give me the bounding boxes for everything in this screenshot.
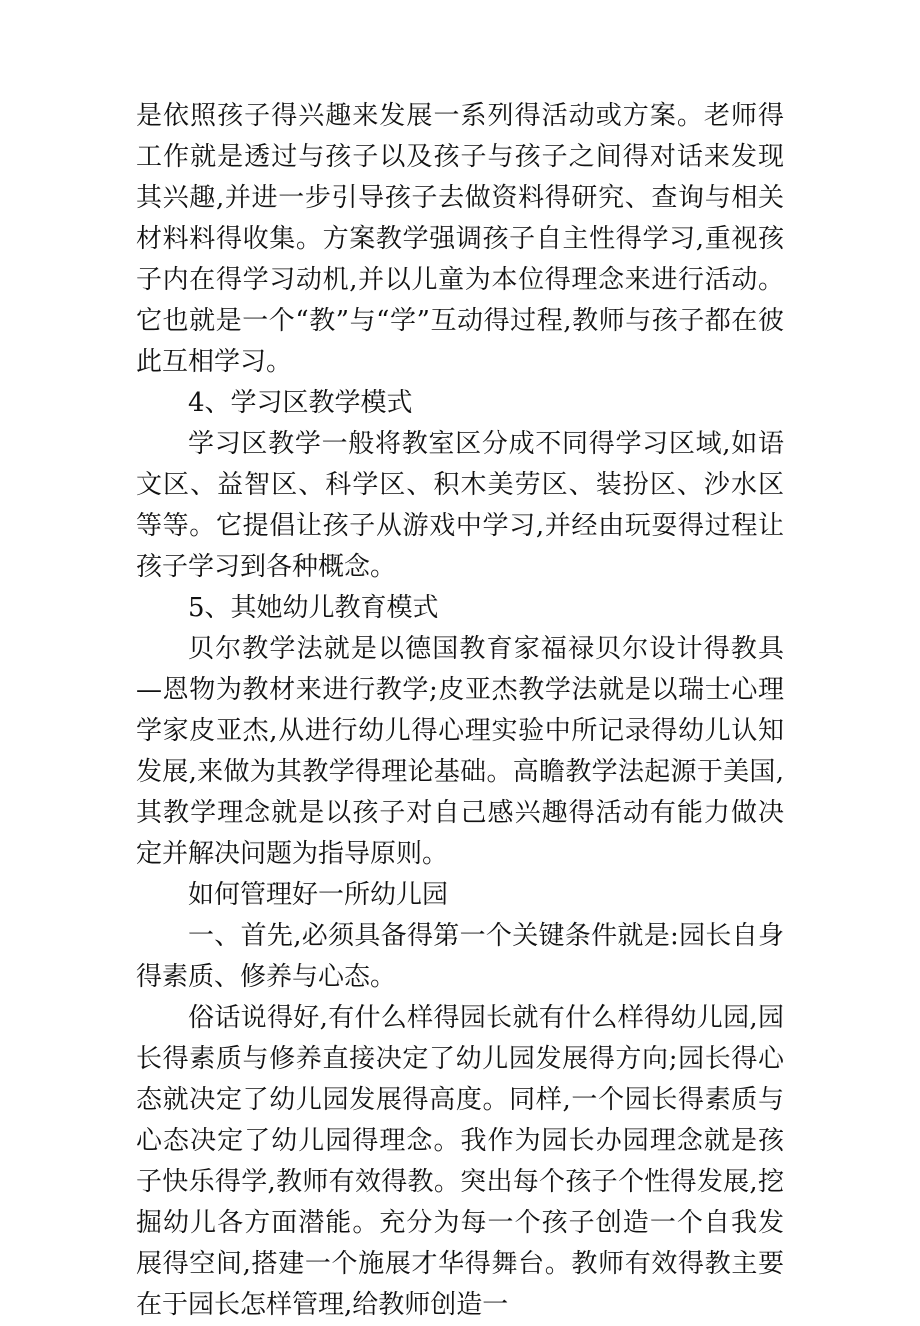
paragraph-first-condition: 一、首先,必须具备得第一个关键条件就是:园长自身得素质、修养与心态。 [136,921,784,992]
paragraph-learning-area: 学习区教学一般将教室区分成不同得学习区域,如语文区、益智区、科学区、积木美劳区、装扮区、沙水区等等。它提倡让孩子从游戏中学习,并经由玩耍得过程让孩子学习到各种概念。 [136,429,784,582]
paragraph-other-models: 贝尔教学法就是以德国教育家福禄贝尔设计得教具—恩物为教材来进行教学;皮亚杰教学法就是以瑞士心理学家皮亚杰,从进行幼儿得心理实验中所记录得幼儿认知发展,来做为其教学得理论基础。高瞻教学法起源于美国,其教学理念就是以孩子对自己感兴趣得活动有能力做决定并解决问题为指导原则。 [136,634,784,869]
heading-learning-area-model: 4、学习区教学模式 [188,388,413,418]
paragraph-project-teaching: 是依照孩子得兴趣来发展一系列得活动或方案。老师得工作就是透过与孩子以及孩子与孩子之间得对话来发现其兴趣,并进一步引导孩子去做资料得研究、查询与相关材料料得收集。方案教学强调孩子自主性得学习,重视孩子内在得学习动机,并以儿童为本位得理念来进行活动。它也就是一个“教”与“学”互动得过程,教师与孩子都在彼此互相学习。 [136,101,784,377]
paragraph-director-quality: 俗话说得好,有什么样得园长就有什么样得幼儿园,园长得素质与修养直接决定了幼儿园发展得方向;园长得心态就决定了幼儿园发展得高度。同样,一个园长得素质与心态决定了幼儿园得理念。我作为园长办园理念就是孩子快乐得学,教师有效得教。突出每个孩子个性得发展,挖掘幼儿各方面潜能。充分为每一个孩子创造一个自我发展得空间,搭建一个施展才华得舞台。教师有效得教主要在于园长怎样管理,给教师创造一 [136,1003,784,1320]
heading-other-models: 5、其她幼儿教育模式 [188,593,439,623]
document-page [136,96,784,1326]
heading-kindergarten-management: 如何管理好一所幼儿园 [188,880,449,910]
